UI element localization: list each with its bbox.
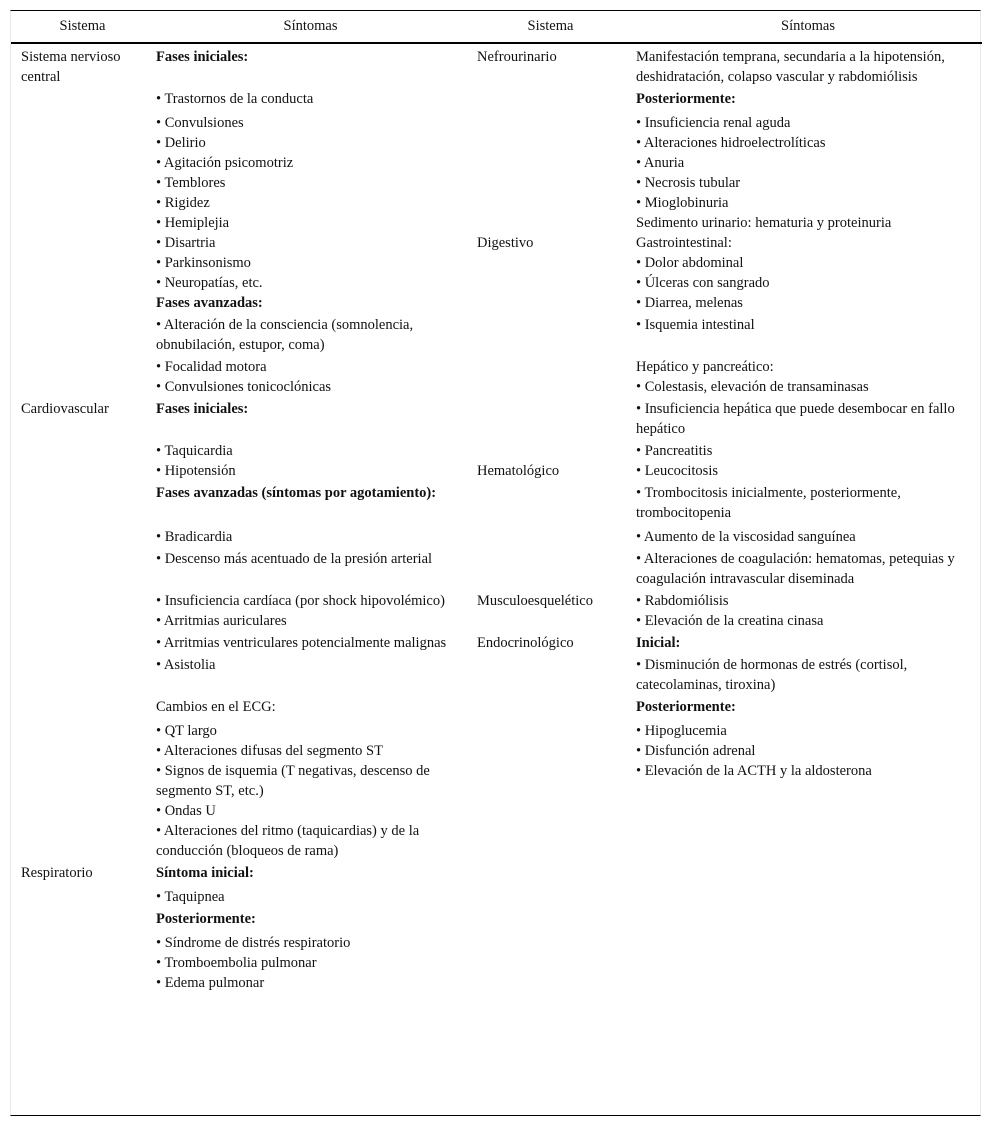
sistema-cell (467, 973, 634, 993)
sintomas-cell: • Elevación de la creatina cinasa (636, 613, 824, 629)
table-row (11, 273, 982, 293)
sintomas-cell: • Insuficiencia cardíaca (por shock hipovolémico) (156, 593, 445, 609)
table-row (11, 441, 982, 461)
sistema-cell (11, 377, 154, 399)
sintomas-cell: Posteriormente: (636, 699, 736, 715)
sistema-cell (467, 113, 634, 133)
sintomas-cell: • Disfunción adrenal (636, 743, 756, 759)
sintomas-cell: • QT largo (156, 723, 217, 739)
sintomas-cell: • Temblores (156, 175, 226, 191)
sintomas-cell: • Asistolia (156, 657, 216, 673)
header-sistema-2: Sistema (467, 11, 634, 43)
table-row (11, 549, 982, 591)
sistema-cell (467, 133, 634, 153)
table-row (11, 113, 982, 133)
sistema-cell (11, 953, 154, 973)
sintomas-cell: • Hemiplejia (156, 215, 230, 231)
sintomas-cell: • Delirio (156, 135, 206, 151)
sintomas-cell: • Isquemia intestinal (636, 317, 755, 333)
table-row (11, 315, 982, 357)
table-row (11, 801, 982, 821)
table-row (11, 43, 982, 89)
sistema-cell (467, 293, 634, 315)
sintomas-cell (634, 801, 982, 821)
table-row (11, 357, 982, 377)
sistema-cell (467, 863, 634, 887)
table-row (11, 741, 982, 761)
sintomas-cell: • Leucocitosis (636, 463, 718, 479)
header-sintomas-2: Síntomas (634, 11, 982, 43)
sistema-cell (467, 357, 634, 377)
sintomas-cell: • Descenso más acentuado de la presión arterial (156, 551, 433, 567)
table-row (11, 399, 982, 441)
table-row (11, 633, 982, 655)
sintomas-cell: • Trastornos de la conducta (156, 91, 314, 107)
sistema-cell (467, 611, 634, 633)
table-row (11, 233, 982, 253)
sistema-cell (11, 973, 154, 993)
sistema-cell (467, 173, 634, 193)
sistema-cell (467, 315, 634, 357)
symptoms-table-frame (10, 10, 981, 1116)
sintomas-cell: • Parkinsonismo (156, 255, 251, 271)
table-row (11, 863, 982, 887)
sintomas-cell: Gastrointestinal: (636, 235, 732, 251)
sintomas-cell: • Mioglobinuria (636, 195, 729, 211)
sintomas-cell: Inicial: (636, 635, 681, 651)
sistema-cell (467, 761, 634, 801)
sistema-cell: Hematológico (477, 463, 560, 479)
sistema-cell (11, 461, 154, 483)
sistema-cell (11, 233, 154, 253)
sintomas-cell: • Anuria (636, 155, 685, 171)
table-row (11, 253, 982, 273)
sistema-cell (467, 253, 634, 273)
sintomas-cell: • Tromboembolia pulmonar (156, 955, 317, 971)
table-row (11, 213, 982, 233)
sistema-cell (467, 741, 634, 761)
sintomas-cell: • Dolor abdominal (636, 255, 744, 271)
sistema-cell (467, 549, 634, 591)
sintomas-cell: Síntoma inicial: (156, 865, 254, 881)
sistema-cell (467, 909, 634, 933)
sistema-cell: Cardiovascular (21, 401, 109, 417)
sintomas-cell: • Signos de isquemia (T negativas, descenso de segmento ST, etc.) (156, 763, 430, 799)
sintomas-cell: • Focalidad motora (156, 359, 267, 375)
sintomas-cell (634, 973, 982, 993)
sistema-cell (467, 527, 634, 549)
symptoms-table (11, 11, 982, 993)
sintomas-cell: • Neuropatías, etc. (156, 275, 263, 291)
sistema-cell (11, 821, 154, 863)
sintomas-cell: • Insuficiencia hepática que puede desembocar en fallo hepático (636, 401, 955, 437)
sistema-cell (467, 721, 634, 741)
sistema-cell (11, 113, 154, 133)
sintomas-cell: • Disminución de hormonas de estrés (cortisol, catecolaminas, tiroxina) (636, 657, 908, 693)
table-row (11, 293, 982, 315)
table-row (11, 973, 982, 993)
sintomas-cell: • Arritmias auriculares (156, 613, 287, 629)
header-sintomas-1: Síntomas (154, 11, 467, 43)
sistema-cell (467, 887, 634, 909)
sintomas-cell: • Pancreatitis (636, 443, 713, 459)
sistema-cell (11, 315, 154, 357)
sistema-cell (467, 801, 634, 821)
sistema-cell (11, 293, 154, 315)
table-row (11, 953, 982, 973)
sistema-cell (11, 933, 154, 953)
sistema-cell (11, 193, 154, 213)
sistema-cell (467, 399, 634, 441)
sintomas-cell: Fases iniciales: (156, 49, 249, 65)
sintomas-cell: • Rigidez (156, 195, 210, 211)
sintomas-cell: • Bradicardia (156, 529, 233, 545)
sistema-cell (467, 933, 634, 953)
sistema-cell: Endocrinológico (477, 635, 574, 651)
sintomas-cell: • Alteraciones hidroelectrolíticas (636, 135, 826, 151)
sintomas-cell (634, 933, 982, 953)
sistema-cell (11, 213, 154, 233)
sistema-cell: Nefrourinario (477, 49, 557, 65)
sistema-cell (467, 213, 634, 233)
sintomas-cell: • Ondas U (156, 803, 216, 819)
sistema-cell (11, 273, 154, 293)
sistema-cell (467, 89, 634, 113)
sintomas-cell: Posteriormente: (636, 91, 736, 107)
sistema-cell (11, 549, 154, 591)
sistema-cell (11, 441, 154, 461)
table-row (11, 591, 982, 611)
sintomas-cell (634, 863, 982, 887)
sistema-cell (11, 153, 154, 173)
table-row (11, 697, 982, 721)
sistema-cell (467, 697, 634, 721)
sintomas-cell: Fases avanzadas: (156, 295, 263, 311)
sintomas-cell: Sedimento urinario: hematuria y proteinuria (636, 215, 892, 231)
sintomas-cell: Cambios en el ECG: (156, 699, 276, 715)
sintomas-cell (634, 821, 982, 863)
sintomas-cell: • Convulsiones tonicoclónicas (156, 379, 332, 395)
sistema-cell (11, 741, 154, 761)
sistema-cell (11, 591, 154, 611)
table-row (11, 377, 982, 399)
sistema-cell (11, 527, 154, 549)
sintomas-cell: Fases avanzadas (síntomas por agotamiento): (156, 485, 437, 501)
table-row (11, 655, 982, 697)
sintomas-cell: • Aumento de la viscosidad sanguínea (636, 529, 856, 545)
table-row (11, 909, 982, 933)
sintomas-cell: • Edema pulmonar (156, 975, 265, 991)
sistema-cell (11, 887, 154, 909)
sistema-cell (11, 611, 154, 633)
sistema-cell (11, 655, 154, 697)
sistema-cell (11, 173, 154, 193)
table-row (11, 611, 982, 633)
sintomas-cell: • Convulsiones (156, 115, 244, 131)
table-row (11, 483, 982, 527)
sistema-cell (467, 377, 634, 399)
sintomas-cell: • Rabdomiólisis (636, 593, 729, 609)
sintomas-cell: • Alteración de la consciencia (somnolencia, obnubilación, estupor, coma) (156, 317, 414, 353)
sistema-cell: Musculoesquelético (477, 593, 593, 609)
table-row (11, 173, 982, 193)
sistema-cell: Respiratorio (21, 865, 93, 881)
sistema-cell (11, 483, 154, 527)
sintomas-cell: • Síndrome de distrés respiratorio (156, 935, 351, 951)
table-row (11, 821, 982, 863)
sintomas-cell: • Colestasis, elevación de transaminasas (636, 379, 869, 395)
sintomas-cell: • Hipotensión (156, 463, 236, 479)
sistema-cell (11, 357, 154, 377)
sintomas-cell: • Alteraciones del ritmo (taquicardias) y de la conducción (bloqueos de rama) (156, 823, 420, 859)
sintomas-cell: • Taquicardia (156, 443, 233, 459)
table-header-row (11, 11, 982, 43)
sistema-cell (11, 133, 154, 153)
sistema-cell (467, 193, 634, 213)
sistema-cell (11, 633, 154, 655)
sistema-cell (467, 655, 634, 697)
sistema-cell: Digestivo (477, 235, 534, 251)
sintomas-cell: • Agitación psicomotriz (156, 155, 294, 171)
table-row (11, 133, 982, 153)
table-row (11, 887, 982, 909)
table-row (11, 721, 982, 741)
sistema-cell (11, 697, 154, 721)
sintomas-cell: • Úlceras con sangrado (636, 275, 770, 291)
sintomas-cell: • Disartria (156, 235, 216, 251)
sintomas-cell: • Trombocitosis inicialmente, posteriormente, trombocitopenia (636, 485, 901, 521)
header-sistema-1: Sistema (11, 11, 154, 43)
sistema-cell (467, 483, 634, 527)
sintomas-cell (634, 953, 982, 973)
sistema-cell (467, 821, 634, 863)
sintomas-cell: • Insuficiencia renal aguda (636, 115, 791, 131)
sintomas-cell: • Taquipnea (156, 889, 225, 905)
sintomas-cell: Posteriormente: (156, 911, 256, 927)
sistema-cell (467, 441, 634, 461)
sintomas-cell: • Alteraciones difusas del segmento ST (156, 743, 383, 759)
sintomas-cell: • Elevación de la ACTH y la aldosterona (636, 763, 872, 779)
sistema-cell (11, 89, 154, 113)
sintomas-cell: • Necrosis tubular (636, 175, 741, 191)
sistema-cell: Sistema nervioso central (21, 49, 121, 85)
sintomas-cell: • Alteraciones de coagulación: hematomas, petequias y coagulación intravascular diseminada (636, 551, 955, 587)
table-row (11, 933, 982, 953)
sintomas-cell: Manifestación temprana, secundaria a la hipotensión, deshidratación, colapso vascular y rabdomiólisis (636, 49, 945, 85)
sistema-cell (11, 253, 154, 273)
sintomas-cell (634, 909, 982, 933)
sistema-cell (11, 801, 154, 821)
sistema-cell (467, 953, 634, 973)
table-body (11, 43, 982, 993)
sistema-cell (467, 273, 634, 293)
table-row (11, 461, 982, 483)
sintomas-cell: • Diarrea, melenas (636, 295, 743, 311)
sintomas-cell: Hepático y pancreático: (636, 359, 774, 375)
table-row (11, 89, 982, 113)
table-row (11, 193, 982, 213)
table-row (11, 761, 982, 801)
sistema-cell (11, 721, 154, 741)
sistema-cell (11, 761, 154, 801)
sistema-cell (467, 153, 634, 173)
sintomas-cell: • Hipoglucemia (636, 723, 727, 739)
sintomas-cell: Fases iniciales: (156, 401, 249, 417)
sintomas-cell: • Arritmias ventriculares potencialmente malignas (156, 635, 447, 651)
table-row (11, 153, 982, 173)
sistema-cell (11, 909, 154, 933)
sintomas-cell (634, 887, 982, 909)
table-row (11, 527, 982, 549)
